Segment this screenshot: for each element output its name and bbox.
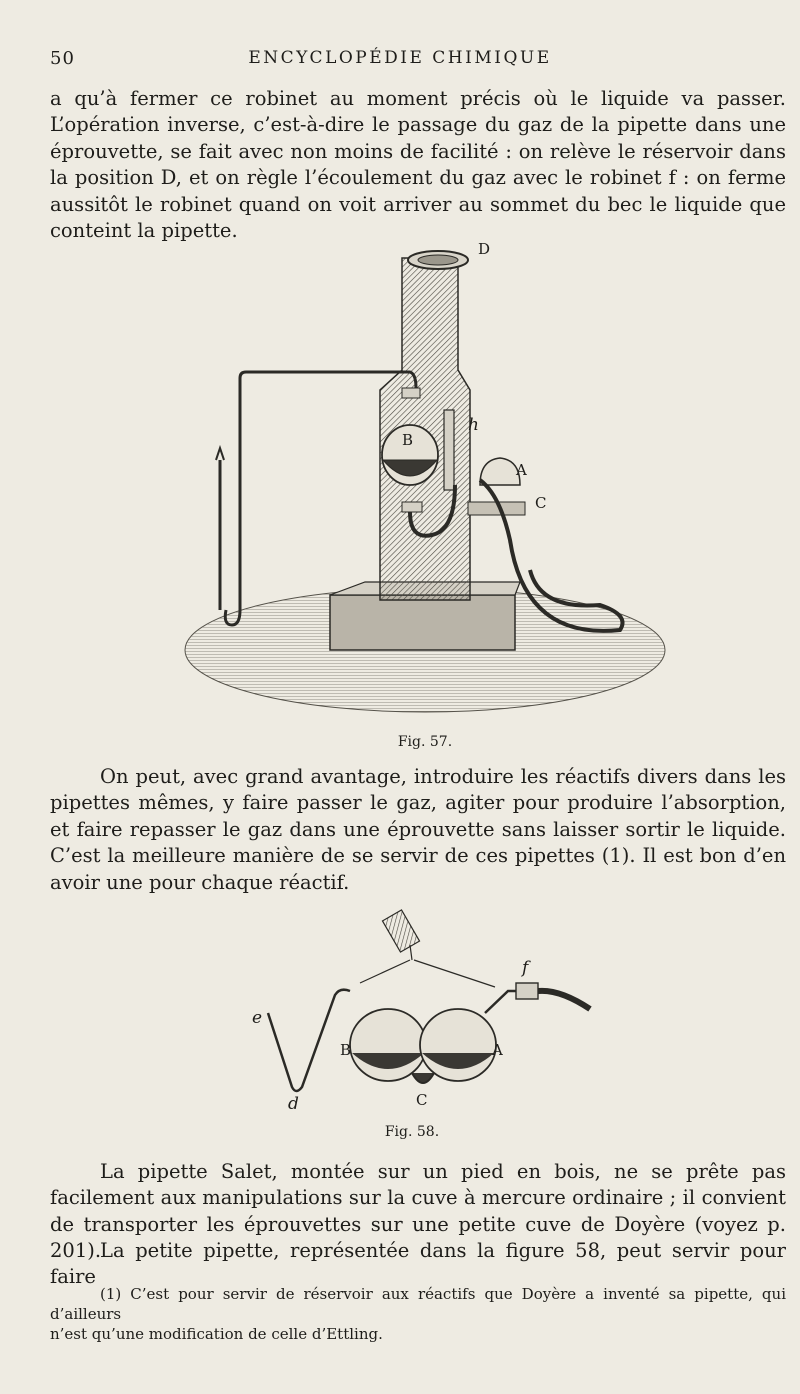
paragraph-1: a qu’à fermer ce robinet au moment précis où le liquide va passer. L’opération inverse, c’est-à-dire le passage du gaz de la pipette dans une éprouvette, se fait avec non moins de facilité : on relève le réservoir dans la position D, et on règle l’écoulement du gaz avec le robinet f : on ferme aussitôt le robinet quand on voit arriver au sommet du bec le liquide que conteint la pipette. — [50, 87, 786, 243]
fig57-label-B: B — [402, 431, 414, 449]
footnote-line-2: n’est qu’une modification de celle d’Ettling. — [50, 1325, 383, 1343]
fig57-label-D: D — [478, 240, 491, 258]
footnote-line-1: (1) C’est pour servir de réservoir aux réactifs que Doyère a inventé sa pipette, qui d’ailleurs — [50, 1285, 786, 1323]
footnote — [50, 1284, 786, 1344]
figure-58-illustration — [240, 905, 610, 1115]
paragraph-3: La pipette Salet, montée sur un pied en bois, ne se prête pas facilement aux manipulations sur la cuve à mercure ordinaire ; il convient de transporter les éprouvettes sur une petite cuve de Doyère (voyez p. 201). — [50, 1160, 786, 1263]
paragraph-2: On peut, avec grand avantage, introduire les réactifs divers dans les pipettes mêmes, y faire passer le gaz, agiter pour produire l’absorption, et faire repasser le gaz dans une éprouvette sans laisser sortir le liquide. C’est la meilleure manière de se servir de ces pipettes (1). Il est bon d’en avoir une pour chaque réactif. — [50, 765, 786, 894]
page-number: 50 — [50, 48, 75, 69]
fig57-label-C: C — [535, 494, 547, 512]
figure-57-caption: Fig. 57. — [397, 734, 453, 750]
fig58-label-B: B — [340, 1041, 352, 1059]
page-header — [50, 44, 750, 74]
fig58-label-d: d — [288, 1094, 299, 1114]
fig58-label-e: e — [252, 1008, 263, 1028]
figure-57-illustration — [180, 240, 670, 720]
running-title: ENCYCLOPÉDIE CHIMIQUE — [248, 48, 552, 68]
figure-58-caption: Fig. 58. — [384, 1124, 440, 1140]
fig58-label-A: A — [492, 1041, 503, 1059]
fig57-label-h: h — [468, 415, 479, 435]
fig58-label-C: C — [416, 1091, 428, 1109]
paragraph-4: La petite pipette, représentée dans la figure 58, peut servir pour faire — [50, 1239, 786, 1289]
fig58-label-f: f — [522, 958, 529, 978]
fig57-label-A: A — [516, 461, 527, 479]
